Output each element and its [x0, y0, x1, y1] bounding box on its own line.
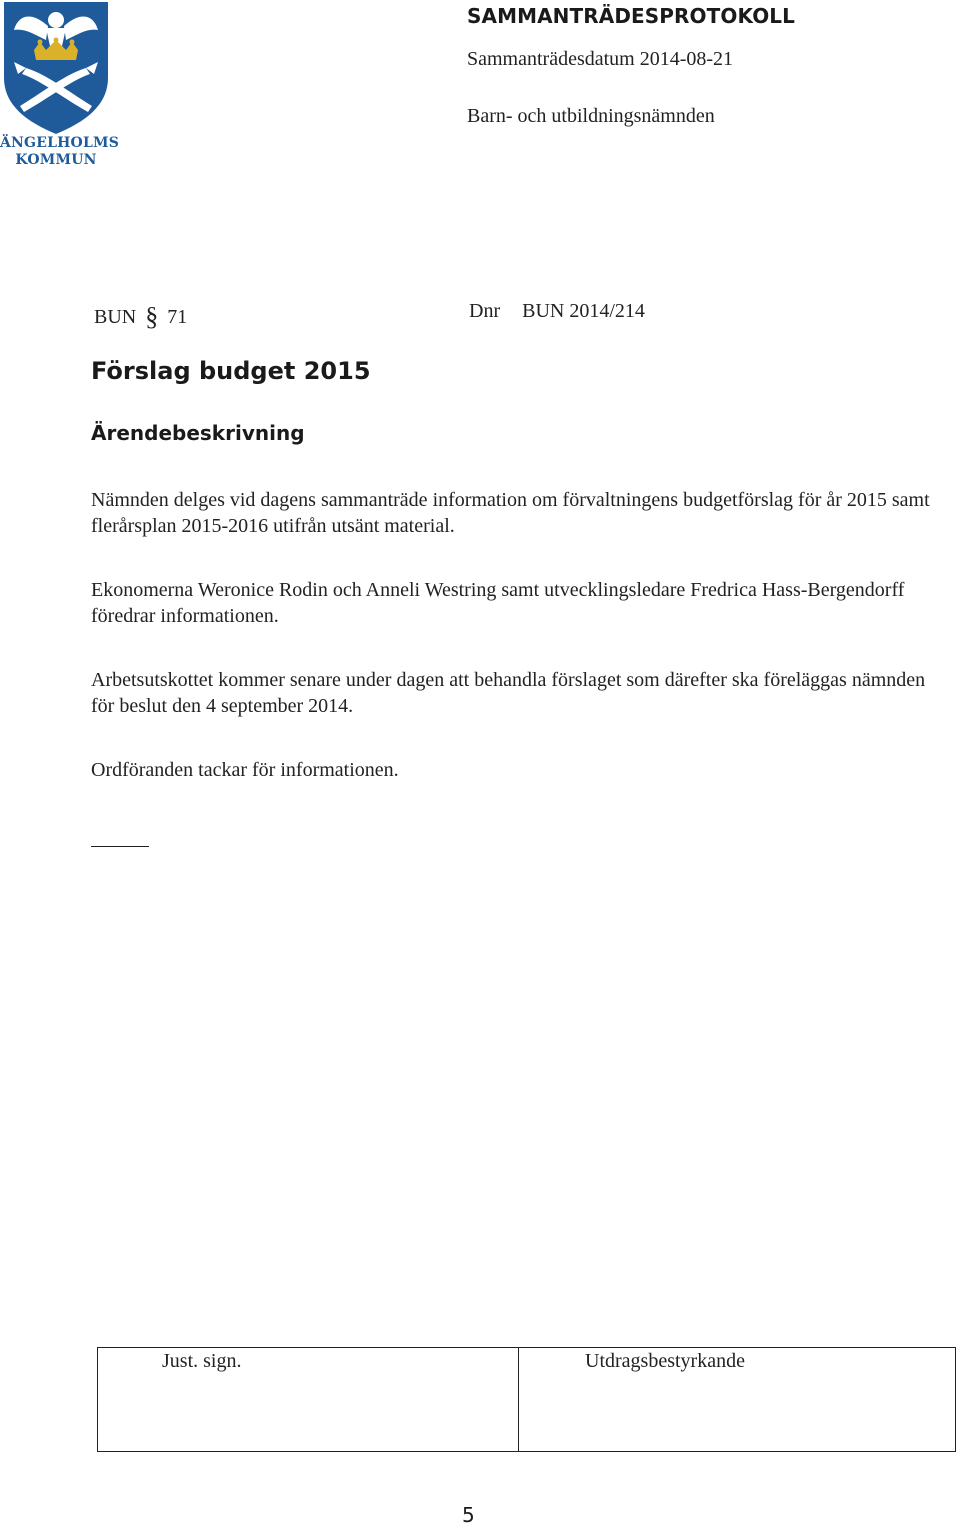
paragraph-3: Arbetsutskottet kommer senare under dagen att behandla förslaget som därefter ska föreläggas nämnden för beslut den 4 september 2014. — [91, 669, 926, 717]
municipality-logo — [0, 0, 120, 172]
protocol-title: SAMMANTRÄDESPROTOKOLL — [467, 4, 795, 28]
committee-name: Barn- och utbildningsnämnden — [467, 105, 715, 127]
section-label: BUN — [94, 306, 137, 328]
meeting-date: Sammanträdesdatum 2014-08-21 — [467, 48, 734, 70]
section-number: 71 — [167, 306, 188, 328]
logo-line-2: KOMMUN — [15, 152, 97, 168]
document-title: Förslag budget 2015 — [91, 357, 371, 385]
paragraph-1: Nämnden delges vid dagens sammanträde information om förvaltningens budgetförslag för år 2015 samt flerårsplan 2015-2016 utifrån utsänt material. — [91, 489, 930, 537]
dnr-value: BUN 2014/214 — [522, 300, 645, 322]
coat-of-arms-icon — [0, 0, 112, 136]
extract-certification-label: Utdragsbestyrkande — [585, 1350, 745, 1372]
diary-reference — [469, 300, 645, 323]
section-reference — [94, 300, 187, 330]
logo-line-1: ÄNGELHOLMS — [0, 135, 120, 151]
section-heading: Ärendebeskrivning — [91, 421, 305, 445]
paragraph-2: Ekonomerna Weronice Rodin och Anneli Westring samt utvecklingsledare Fredrica Hass-Bergendorff föredrar informationen. — [91, 579, 905, 627]
section-symbol: § — [145, 302, 159, 331]
just-sign-label: Just. sign. — [162, 1350, 242, 1372]
page-number: 5 — [462, 1503, 475, 1527]
dnr-label: Dnr — [469, 300, 501, 322]
end-rule — [91, 846, 149, 847]
signature-table-divider — [518, 1347, 519, 1452]
paragraph-4: Ordföranden tackar för informationen. — [91, 759, 399, 781]
